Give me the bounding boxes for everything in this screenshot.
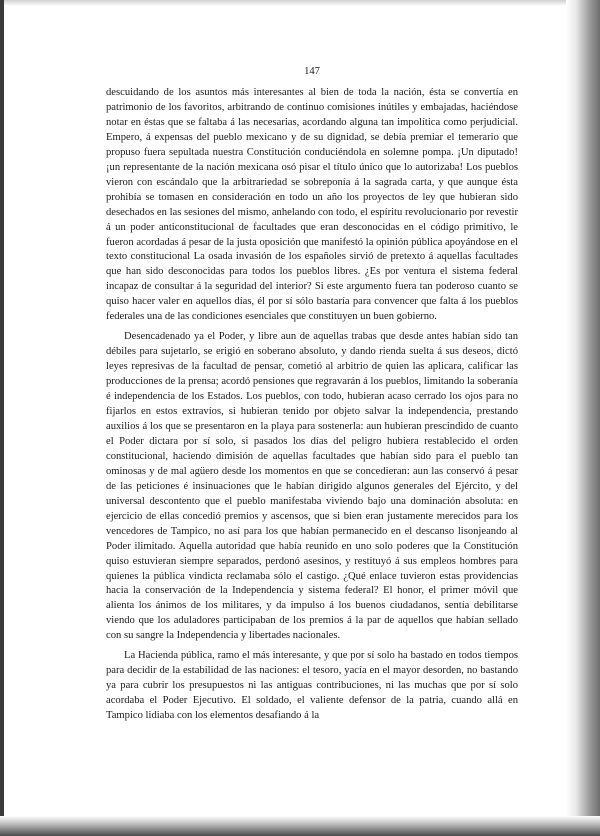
paragraph-1: descuidando de los asuntos más interesantes al bien de toda la nación, ésta se convertía en patrimonio de los favoritos, arbitrando de continuo comisiones inútiles y embajadas, haciéndose notar en éstas que se faltaba á las necesarias, acordando alguna tan impolítica como perjudicial. Empero, á expensas del pueblo mexicano y de su dignidad, se debía premiar el temerario que propuso fuera sepultada nuestra Constitución conduciéndola en solemne pompa. ¡Un diputado! ¡un representante de la nación mexicana osó pisar el título único que lo autorizaba! Los pueblos vieron con escándalo que la arbitrariedad se sobreponía á la sagrada carta, y que aunque ésta prohibía se tomasen en consideración en todo un año los proyectos de ley que hubieran sido desechados en las sesiones del mismo, anhelando con todo, el espíritu revolucionario por revestir á un poder anticonstitucional de facultades que eran desconocidas en el código primitivo, le fueron acordadas á pesar de la justa oposición que manifestó la opinión pública apoyándose en el texto constitucional La osada invasión de los españoles sirvió de pretexto á aquellas facultades que han sido desconocidas para todos los pueblos libres. ¿Es por ventura el sistema federal incapaz de consultar á la seguridad del interior? Si este argumento fuera tan poderoso cuanto se quiso hacer valer en aquellos días, él por sí sólo bastaría para convencer que falta á los pueblos federales una de las condiciones esenciales que constituyen un buen gobierno. [106, 87, 518, 323]
scan-shadow-right [566, 0, 600, 836]
paragraph-3: La Hacienda pública, ramo el más interesante, y que por sí solo ha bastado en todos tiempos para decidir de la estabilidad de las naciones: el tesoro, yacía en el mayor desorden, no bastando ya para cubrir los presupuestos ni las antiguas contribuciones, ni las muchas que por sí solo acordaba el Poder Ejecutivo. El soldado, el valiente defensor de la patria, cuando allá en Tampico lidiaba con los elementos desafiando á la [106, 650, 518, 722]
scan-shadow-left [0, 0, 4, 836]
book-page [106, 66, 518, 724]
scan-shadow-top [0, 0, 600, 6]
page-number: 147 [304, 66, 320, 77]
paragraph-2: Desencadenado ya el Poder, y libre aun de aquellas trabas que desde antes habían sido tan débiles para sujetarlo, se erigió en soberano absoluto, y dando rienda suelta á sus deseos, dictó leyes represivas de la facultad de pensar, cometió al arbitrio de quien las aplicara, calificar las producciones de la prensa; acordó pensiones que regravarán á los pueblos, limitando la soberanía é independencia de los Estados. Los pueblos, con todo, hubieran acaso cerrado los ojos para no fijarlos en estos extravíos, si hubieran tenido por objeto salvar la independencia, prestando auxilios á los que se presentaron en la playa para sostenerla: aun hubieran prescindido de cuanto el Poder dictara por sí solo, si pasados los días del peligro hubiera restablecido el orden constitucional, haciendo dimisión de aquellas facultades que habían sido para el pueblo tan ominosas y de mal agüero desde los momentos en que se concedieran: aun las conservó á pesar de las peticiones é insinuaciones que le habían dirigido algunos generales del Ejército, y del universal descontento que el pueblo manifestaba viviendo bajo una dominación absoluta: en ejercicio de ellas concedió premios y ascensos, que si bien eran justamente merecidos para los vencedores de Tampico, no así para los que habían permanecido en el descanso lisonjeando al Poder ilimitado. Aquella autoridad que había reunido en uno solo poderes que la Constitución quiso estuvieran siempre separados, perdonó asesinos, y restituyó á sus empleos hombres para quienes la pública vindicta reclamaba sólo el castigo. ¿Qué enlace tuvieron estas providencias hacia la conservación de la Independencia y sistema federal? El honor, el primer móvil que alienta los ánimos de los militares, y da impulso á los buenos ciudadanos, sentía debilitarse viendo que los aduladores participaban de los premios á la par de aquellos que habían sellado con su sangre la Independencia y libertades nacionales. [106, 331, 518, 642]
scan-shadow-bottom [0, 816, 600, 836]
